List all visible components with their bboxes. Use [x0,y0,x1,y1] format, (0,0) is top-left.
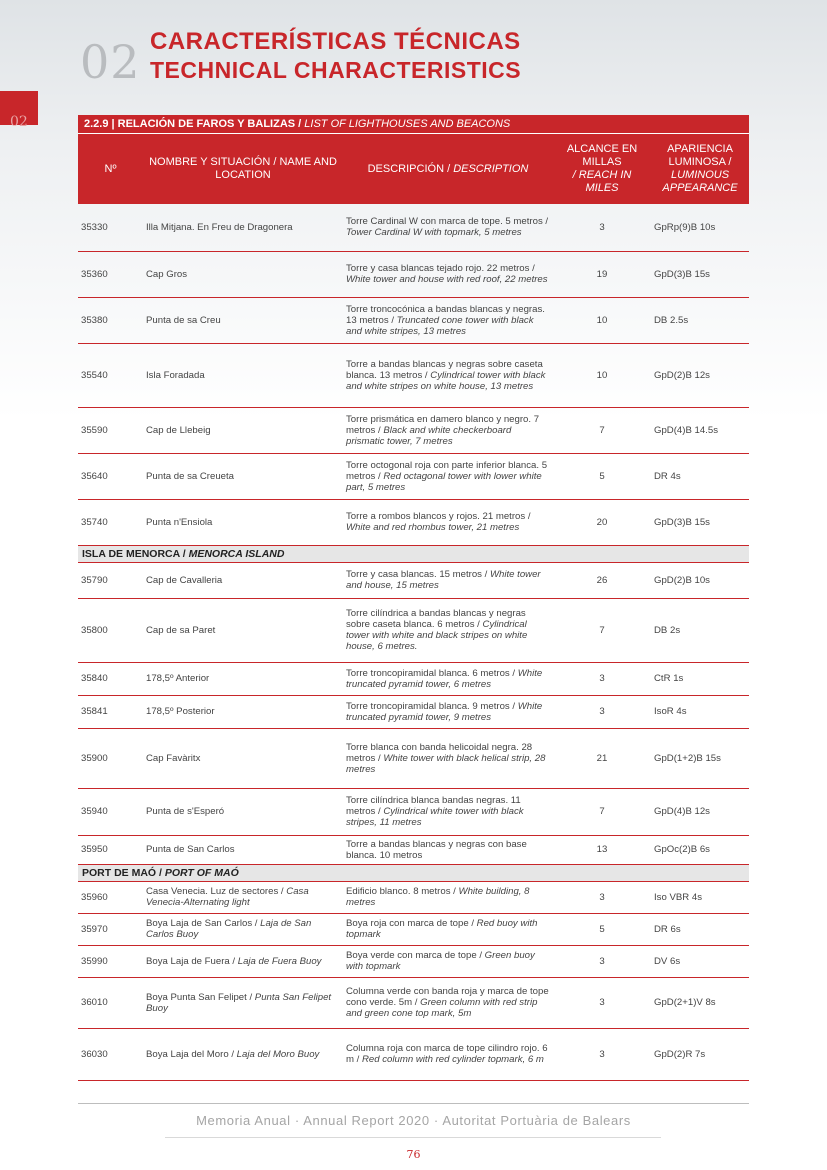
name-es: Boya Laja del Moro / [146,1048,237,1060]
cell-number: 35640 [78,453,143,499]
cell-name [143,204,343,251]
cell-number: 35790 [78,562,143,598]
description-es: Torre prismática en damero blanco y negro. 7 metros / [346,413,540,436]
cell-appearance: GpD(3)B 15s [651,499,749,545]
cell-reach: 13 [553,835,651,864]
table-row [78,297,749,343]
page-title-en: TECHNICAL CHARACTERISTICS [150,57,522,83]
name-es: Cap Favàritx [146,752,201,764]
name-es: 178,5º Posterior [146,706,215,717]
table-header-row [78,134,749,205]
name-es: Punta de sa Creu [146,314,221,326]
lighthouse-table [78,115,749,1081]
cell-appearance: GpOc(2)B 6s [651,835,749,864]
cell-name [143,407,343,453]
table-row [78,407,749,453]
cell-number: 35900 [78,728,143,788]
description-en: Cylindrical tower with black and white stripes on white house, 13 metres [346,369,546,392]
cell-reach: 20 [553,499,651,545]
cell-reach: 19 [553,251,651,297]
description-en: Red octagonal tower with lower white part, 5 metres [346,470,542,493]
cell-name [143,598,343,662]
cell-description [343,204,553,251]
cell-description [343,499,553,545]
table-row [78,881,749,913]
name-es: Casa Venecia. Luz de sectores / [146,886,287,897]
cell-number: 35950 [78,835,143,864]
table-caption [78,115,749,134]
description-en: Tower Cardinal W with topmark, 5 metres [346,227,522,239]
table-row [78,1028,749,1080]
cell-number: 35360 [78,251,143,297]
table-row [78,598,749,662]
cell-description [343,945,553,977]
cell-name [143,695,343,728]
table-row [78,788,749,835]
cell-name [143,728,343,788]
caption-sep: / [295,118,305,130]
col-header-reach [553,134,651,205]
cell-reach: 5 [553,453,651,499]
description-en: Black and white checkerboard prismatic tower, 7 metres [346,424,512,447]
description-es: Torre y casa blancas tejado rojo. 22 metros / [346,263,535,274]
group-title-en: MENORCA ISLAND [188,547,285,560]
reach-es-label: ALCANCE EN MILLAS [566,143,638,168]
cell-description [343,251,553,297]
side-section-tab [0,91,38,130]
table-row [78,913,749,945]
table-caption-row [78,115,749,134]
name-es: Isla Foradada [146,369,205,381]
cell-name [143,945,343,977]
name-en: Laja de Fuera Buoy [237,955,322,967]
cell-reach: 3 [553,1028,651,1080]
group-header-row [78,545,749,562]
cell-name [143,1028,343,1080]
description-en: Red column with red cylinder topmark, 6 m [362,1054,544,1065]
cell-reach: 21 [553,728,651,788]
cell-appearance: GpD(4)B 14.5s [651,407,749,453]
table-row [78,945,749,977]
cell-name [143,499,343,545]
cell-name [143,913,343,945]
lighthouse-table-container [78,115,749,1081]
name-es: Punta de sa Creueta [146,470,235,482]
cell-appearance: GpRp(9)B 10s [651,204,749,251]
cell-description [343,562,553,598]
cell-appearance: Iso VBR 4s [651,881,749,913]
description-en: White tower and house, 15 metres [346,569,541,591]
group-header-row [78,864,749,881]
description-en: White tower with black helical strip, 28 metres [346,752,546,775]
table-row [78,453,749,499]
col-header-name: NOMBRE Y SITUACIÓN / NAME AND LOCATION [143,134,343,205]
group-title-es: PORT DE MAÓ [82,866,157,879]
name-es: Illa Mitjana. En Freu de Dragonera [146,221,293,233]
cell-appearance: IsoR 4s [651,695,749,728]
cell-name [143,662,343,695]
table-row [78,204,749,251]
cell-appearance: CtR 1s [651,662,749,695]
reach-en-label: / REACH IN MILES [572,169,632,194]
description-es: Torre Cardinal W con marca de tope. 5 metros / [346,216,549,228]
cell-number: 35940 [78,788,143,835]
appearance-es-label: APARIENCIA LUMINOSA / [667,143,733,168]
cell-description [343,297,553,343]
cell-appearance: DB 2s [651,598,749,662]
side-tab-label: 02 [10,114,28,130]
description-es: Columna verde con banda roja y marca de tope cono verde. 5m / [346,986,549,1008]
description-es: Torre troncocónica a bandas blancas y negras. 13 metros / [346,303,545,326]
col-header-num: Nº [78,134,143,205]
cell-appearance: GpD(2)B 12s [651,343,749,407]
description-en: White and red rhombus tower, 21 metres [346,522,520,533]
name-es: 178,5º Anterior [146,673,210,684]
description-en: White tower and house with red roof, 22 metres [346,274,548,285]
description-es: Torre cilíndrica blanca bandas negras. 11 metros / [346,795,521,817]
cell-description [343,343,553,407]
description-en: Cylindrical tower with white and black stripes on white house, 6 metres. [346,619,528,652]
cell-name [143,835,343,864]
description-es: Torre octogonal roja con parte inferior blanca. 5 metros / [346,459,548,482]
cell-number: 35740 [78,499,143,545]
desc-es-label: DESCRIPCIÓN / [367,162,451,175]
table-row [78,728,749,788]
col-header-appearance [651,134,749,205]
name-es: Boya Laja de Fuera / [146,955,238,967]
description-en: Truncated cone tower with black and white stripes, 13 metres [346,314,534,337]
page-number: 76 [406,1148,421,1161]
description-es: Torre troncopiramidal blanca. 6 metros / [346,667,518,679]
cell-reach: 10 [553,297,651,343]
description-es: Boya verde con marca de tope / [346,950,485,961]
description-es: Torre a bandas blancas y negras con base blanca. 10 metros [346,838,527,861]
cell-reach: 7 [553,407,651,453]
name-en: Laja del Moro Buoy [236,1048,320,1060]
footer-divider [78,1103,749,1104]
appearance-en-label: LUMINOUS APPEARANCE [662,169,738,194]
cell-appearance: DR 6s [651,913,749,945]
description-es: Torre cilíndrica a bandas blancas y negras sobre caseta blanca. 6 metros / [346,608,526,630]
description-en: White truncated pyramid tower, 9 metres [346,700,543,723]
cell-description [343,788,553,835]
cell-appearance: GpD(3)B 15s [651,251,749,297]
description-en: Green buoy with topmark [346,950,535,972]
cell-description [343,977,553,1028]
table-row [78,562,749,598]
cell-description [343,407,553,453]
cell-reach: 3 [553,204,651,251]
description-en: Red buoy with topmark [346,918,538,940]
name-en: Laja de San Carlos Buoy [146,918,312,940]
section-number: 02 [80,35,141,89]
desc-en-label: DESCRIPTION [453,162,529,175]
table-body [78,204,749,1080]
table-row [78,977,749,1028]
group-title-es: ISLA DE MENORCA [82,547,180,560]
table-row [78,343,749,407]
name-es: Punta n'Ensiola [146,516,213,528]
table-row [78,251,749,297]
cell-name [143,788,343,835]
cell-number: 35330 [78,204,143,251]
cell-reach: 7 [553,598,651,662]
cell-appearance: GpD(2)R 7s [651,1028,749,1080]
description-es: Torre troncopiramidal blanca. 9 metros / [346,700,518,712]
cell-reach: 10 [553,343,651,407]
col-header-description [343,134,553,205]
cell-number: 35970 [78,913,143,945]
cell-description [343,835,553,864]
cell-number: 36030 [78,1028,143,1080]
cell-reach: 26 [553,562,651,598]
cell-appearance: GpD(2+1)V 8s [651,977,749,1028]
cell-name [143,297,343,343]
name-en: Casa Venecia-Alternating light [146,886,309,908]
cell-appearance: DV 6s [651,945,749,977]
name-es: Cap Gros [146,268,188,280]
description-es: Torre a bandas blancas y negras sobre caseta blanca. 13 metros / [346,358,543,381]
cell-reach: 3 [553,945,651,977]
cell-number: 35590 [78,407,143,453]
cell-number: 36010 [78,977,143,1028]
table-row [78,695,749,728]
cell-number: 35841 [78,695,143,728]
cell-reach: 3 [553,695,651,728]
cell-appearance: GpD(2)B 10s [651,562,749,598]
cell-reach: 7 [553,788,651,835]
cell-appearance: DR 4s [651,453,749,499]
name-es: Cap de sa Paret [146,624,216,636]
cell-name [143,251,343,297]
name-es: Cap de Llebeig [146,424,211,436]
cell-number: 35990 [78,945,143,977]
cell-name [143,881,343,913]
cell-description [343,695,553,728]
cell-number: 35960 [78,881,143,913]
name-es: Boya Punta San Felipet / [146,991,255,1003]
cell-description [343,662,553,695]
cell-appearance: DB 2.5s [651,297,749,343]
cell-appearance: GpD(1+2)B 15s [651,728,749,788]
name-es: Punta de San Carlos [146,844,235,855]
cell-name [143,343,343,407]
cell-name [143,453,343,499]
group-title: ISLA DE MENORCA / MENORCA ISLAND [78,545,749,562]
description-es: Boya roja con marca de tope / [346,918,477,929]
description-es: Edificio blanco. 8 metros / [346,886,459,897]
table-row [78,499,749,545]
name-es: Boya Laja de San Carlos / [146,918,261,929]
cell-number: 35540 [78,343,143,407]
description-es: Torre a rombos blancos y rojos. 21 metros / [346,511,531,522]
table-row [78,835,749,864]
name-es: Cap de Cavalleria [146,574,223,586]
cell-description [343,453,553,499]
page-header [0,0,827,110]
cell-name [143,977,343,1028]
cell-reach: 5 [553,913,651,945]
description-es: Columna roja con marca de tope cilindro rojo. 6 m / [346,1043,548,1065]
footer-underline [165,1137,661,1138]
description-es: Torre y casa blancas. 15 metros / [346,569,490,580]
footer-text: Memoria Anual · Annual Report 2020 · Autoritat Portuària de Balears [196,1113,631,1128]
cell-description [343,913,553,945]
cell-number: 35840 [78,662,143,695]
caption-es: 2.2.9 | RELACIÓN DE FAROS Y BALIZAS [84,118,296,130]
table-row [78,662,749,695]
cell-number: 35380 [78,297,143,343]
description-es: Torre blanca con banda helicoidal negra. 28 metros / [346,741,533,764]
cell-reach: 3 [553,662,651,695]
description-en: Green column with red strip and green cone top mark, 5m [346,997,538,1019]
cell-description [343,881,553,913]
cell-description [343,598,553,662]
name-en: Punta San Felipet Buoy [146,991,332,1014]
group-title-en: PORT OF MAÓ [164,866,239,879]
description-en: Cylindrical white tower with black stripes, 11 metres [346,806,524,828]
cell-reach: 3 [553,977,651,1028]
caption-en: LIST OF LIGHTHOUSES AND BEACONS [304,118,511,130]
cell-description [343,1028,553,1080]
cell-reach: 3 [553,881,651,913]
cell-description [343,728,553,788]
page-title-es: CARACTERÍSTICAS TÉCNICAS [150,28,521,55]
description-en: White truncated pyramid tower, 6 metres [346,667,543,690]
cell-number: 35800 [78,598,143,662]
group-title: PORT DE MAÓ / PORT OF MAÓ [78,864,749,881]
description-en: White building, 8 metres [346,886,530,908]
cell-name [143,562,343,598]
name-es: Punta de s'Esperó [146,806,225,817]
cell-appearance: GpD(4)B 12s [651,788,749,835]
